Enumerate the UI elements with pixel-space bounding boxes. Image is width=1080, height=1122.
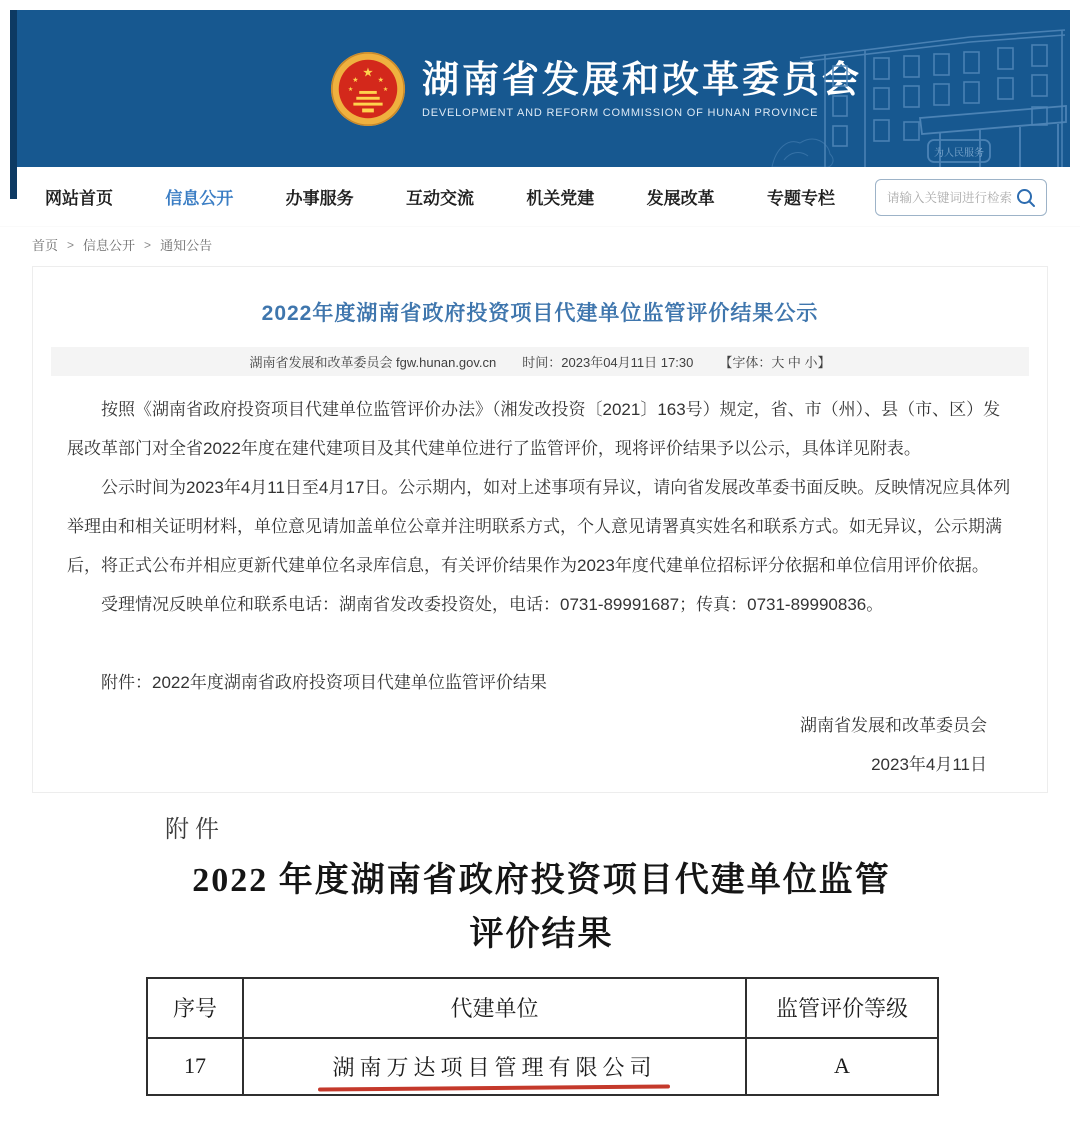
search-box[interactable] bbox=[875, 179, 1047, 216]
article-body bbox=[33, 376, 1047, 784]
nav-item-interaction[interactable]: 互动交流 bbox=[405, 189, 474, 208]
article-time: 时间：2023年04月11日 17:30 bbox=[522, 355, 694, 370]
svg-text:★: ★ bbox=[347, 86, 354, 93]
header-agent-unit: 代建单位 bbox=[243, 978, 746, 1038]
article-container bbox=[32, 266, 1048, 793]
breadcrumb-info-disclosure[interactable]: 信息公开 bbox=[83, 238, 136, 253]
attachment-title bbox=[146, 854, 937, 963]
attachment-title-line2: 评价结果 bbox=[469, 916, 614, 954]
unit-name-underlined: 湖南万达项目管理有限公司 bbox=[332, 1051, 656, 1082]
header-serial-number: 序号 bbox=[147, 978, 243, 1038]
header-evaluation-grade: 监管评价等级 bbox=[746, 978, 938, 1038]
nav-item-services[interactable]: 办事服务 bbox=[285, 189, 354, 208]
article-paragraph: 公示时间为2023年4月11日至4月17日。公示期内，如对上述事项有异议，请向省发展改革委书面反映。反映情况应具体列举理由和相关证明材料，单位意见请加盖单位公章并注明联系方式，个人意见请署真实姓名和联系方式。如无异议，公示期满后，将正式公布并相应更新代建单位名录库信息，有关评价结果作为2023年度代建单位招标评分依据和单位信用评价依据。 bbox=[67, 478, 1011, 576]
svg-text:★: ★ bbox=[352, 77, 359, 85]
nav-item-special-columns[interactable]: 专题专栏 bbox=[766, 189, 835, 208]
breadcrumb-home[interactable]: 首页 bbox=[32, 238, 59, 253]
nav-items bbox=[45, 184, 835, 209]
site-title: 湖南省发展和改革委员会 bbox=[422, 59, 862, 101]
nav-item-party-building[interactable]: 机关党建 bbox=[526, 189, 595, 208]
building-illustration-icon bbox=[770, 10, 1070, 167]
svg-text:★: ★ bbox=[382, 86, 389, 93]
breadcrumb-notices[interactable]: 通知公告 bbox=[160, 238, 213, 253]
article-paragraph: 受理情况反映单位和联系电话：湖南省发改委投资处，电话：0731-89991687；传真：0731-89990836。 bbox=[101, 595, 884, 615]
search-icon[interactable] bbox=[1015, 187, 1037, 209]
building-sign-text: 为人民服务 bbox=[934, 148, 984, 159]
attachment-label: 附件 bbox=[165, 816, 225, 843]
national-emblem-icon bbox=[329, 50, 407, 128]
breadcrumb-separator: > bbox=[144, 237, 152, 252]
table-header-row bbox=[147, 978, 938, 1038]
article-meta-bar bbox=[51, 347, 1029, 376]
cell-evaluation-grade: A bbox=[746, 1038, 938, 1095]
breadcrumb bbox=[0, 227, 1080, 266]
table-row bbox=[147, 1038, 938, 1095]
attachment-link[interactable]: 附件：2022年度湖南省政府投资项目代建单位监管评价结果 bbox=[101, 672, 547, 692]
cell-agent-unit bbox=[243, 1038, 746, 1095]
main-nav bbox=[0, 167, 1080, 227]
article-paragraph: 按照《湖南省政府投资项目代建单位监管评价办法》（湘发改投资〔2021〕163号）规定，省、市（州）、县（市、区）发展改革部门对全省2022年度在建代建项目及其代建单位进行了监管评价，现将评价结果予以公示，具体详见附表。 bbox=[67, 400, 1001, 459]
article-source: 湖南省发展和改革委员会 fgw.hunan.gov.cn bbox=[249, 355, 497, 370]
nav-item-home[interactable]: 网站首页 bbox=[45, 189, 113, 208]
svg-text:★: ★ bbox=[377, 77, 384, 85]
signature-org: 湖南省发展和改革委员会 bbox=[800, 715, 987, 735]
search-input[interactable] bbox=[887, 191, 1015, 205]
attachment-title-line1: 2022 年度湖南省政府投资项目代建单位监管 bbox=[192, 861, 891, 899]
nav-item-development-reform[interactable]: 发展改革 bbox=[646, 189, 715, 208]
signature-date: 2023年4月11日 bbox=[871, 754, 987, 774]
evaluation-table bbox=[146, 977, 939, 1096]
attachment-scan bbox=[0, 809, 1080, 1096]
svg-text:★: ★ bbox=[362, 65, 374, 80]
article-title: 2022年度湖南省政府投资项目代建单位监管评价结果公示 bbox=[261, 302, 819, 325]
site-banner bbox=[10, 10, 1070, 167]
font-size-switcher[interactable]: 【字体：大 中 小】 bbox=[719, 355, 831, 370]
breadcrumb-separator: > bbox=[67, 237, 75, 252]
cell-serial-number: 17 bbox=[147, 1038, 243, 1095]
nav-item-info-disclosure[interactable]: 信息公开 bbox=[165, 189, 234, 208]
site-subtitle: DEVELOPMENT AND REFORM COMMISSION OF HUNAN PROVINCE bbox=[422, 106, 819, 119]
